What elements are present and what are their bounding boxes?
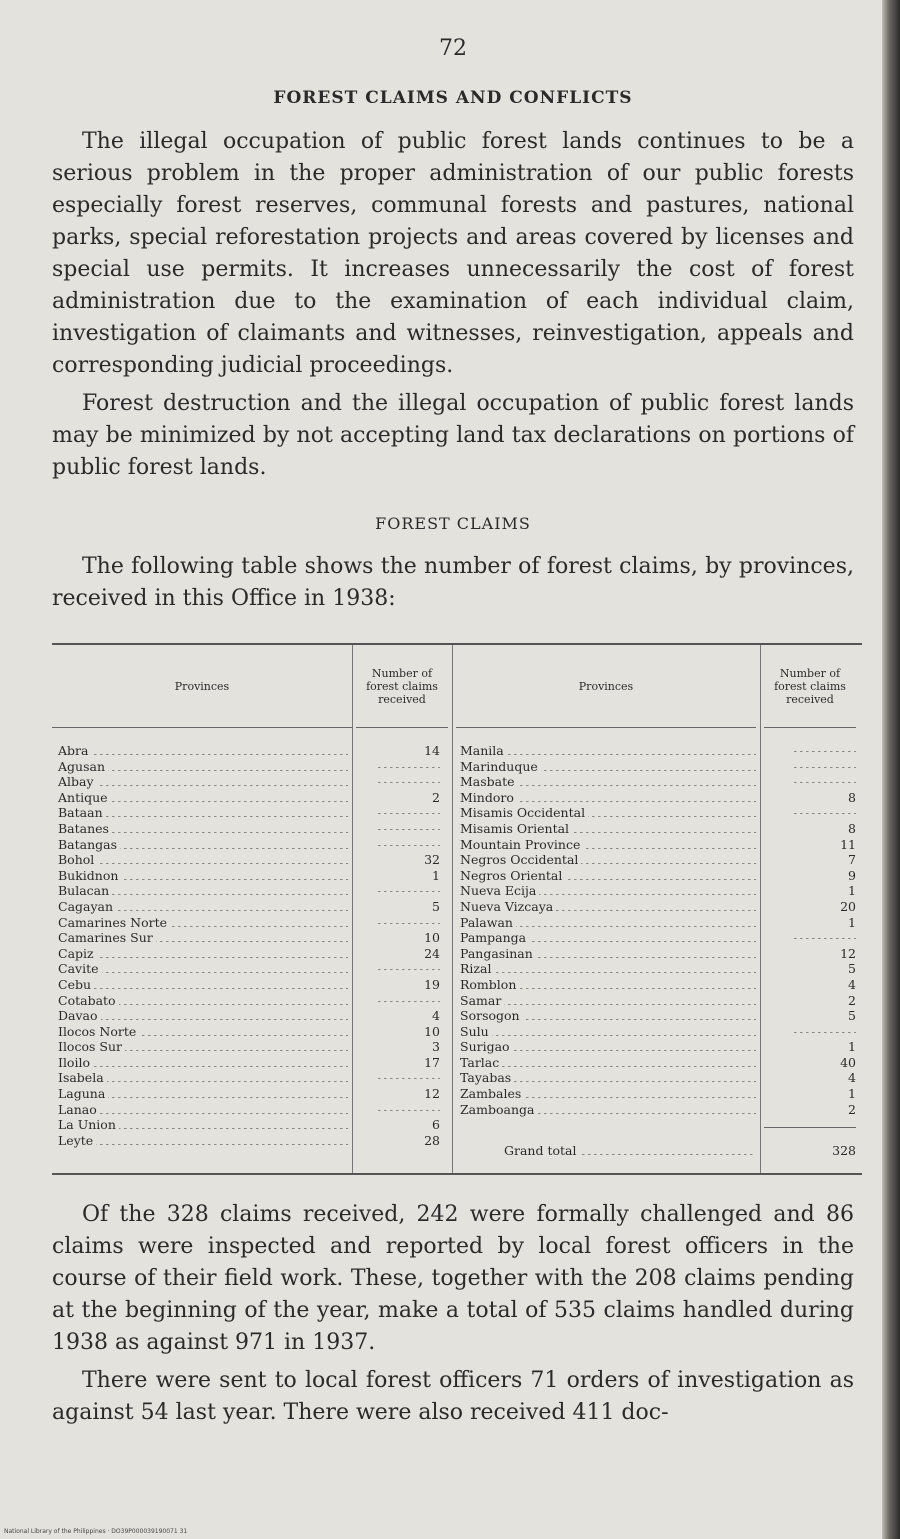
claim-count: 10 xyxy=(424,930,440,946)
province-name: Pangasinan xyxy=(460,946,536,961)
footer-credit: National Library of the Philippines · DO39P000039190071 31 xyxy=(4,1528,188,1535)
province-name: Iloilo xyxy=(58,1055,93,1070)
province-name: Surigao xyxy=(460,1039,513,1054)
claim-count xyxy=(764,1024,856,1040)
province-name: Albay xyxy=(58,774,97,789)
table-row xyxy=(58,946,348,962)
grand-total-value: 328 xyxy=(832,1143,856,1158)
table-row xyxy=(460,883,756,899)
province-name: Ilocos Sur xyxy=(58,1039,125,1054)
table-row xyxy=(58,993,348,1009)
province-name: Rizal xyxy=(460,961,494,976)
province-name: Bataan xyxy=(58,805,106,820)
claim-count: 20 xyxy=(840,898,856,914)
claim-count xyxy=(764,743,856,759)
table-row xyxy=(460,1008,756,1024)
province-name: Tarlac xyxy=(460,1055,502,1070)
province-name: Batanes xyxy=(58,821,112,836)
province-name: Davao xyxy=(58,1008,101,1023)
province-name: Batangas xyxy=(58,837,120,852)
header-number: Number of forest claims received xyxy=(764,645,856,728)
claim-count: 2 xyxy=(432,789,440,805)
province-column-right xyxy=(460,743,756,1117)
claim-count xyxy=(360,961,440,977)
table-row xyxy=(58,1008,348,1024)
table-row xyxy=(58,837,348,853)
claim-count xyxy=(360,883,440,899)
province-name: Misamis Occidental xyxy=(460,805,588,820)
province-name: Zambales xyxy=(460,1086,524,1101)
claim-count: 1 xyxy=(848,883,856,899)
claim-count xyxy=(360,805,440,821)
province-name: Marinduque xyxy=(460,759,541,774)
claim-count: 7 xyxy=(848,852,856,868)
claim-count: 28 xyxy=(424,1132,440,1148)
province-name: Leyte xyxy=(58,1133,96,1148)
claim-count: 1 xyxy=(848,1086,856,1102)
claim-count: 2 xyxy=(848,1101,856,1117)
province-name: Nueva Ecija xyxy=(460,883,539,898)
table-row xyxy=(460,1039,756,1055)
province-name: Bulacan xyxy=(58,883,112,898)
column-divider xyxy=(452,645,453,1173)
table-row xyxy=(58,883,348,899)
claim-count xyxy=(360,915,440,931)
table-row xyxy=(58,1070,348,1086)
claim-count xyxy=(764,759,856,775)
table-row xyxy=(58,821,348,837)
table-title: FOREST CLAIMS xyxy=(375,514,531,533)
claim-count: 8 xyxy=(848,820,856,836)
table-row xyxy=(460,977,756,993)
table-row xyxy=(460,1086,756,1102)
province-name: La Union xyxy=(58,1117,119,1132)
claim-count: 5 xyxy=(848,961,856,977)
province-name: Masbate xyxy=(460,774,518,789)
province-name: Cotabato xyxy=(58,993,119,1008)
claim-count: 10 xyxy=(424,1023,440,1039)
claim-count xyxy=(360,837,440,853)
province-name: Capiz xyxy=(58,946,97,961)
province-column-left xyxy=(58,743,348,1148)
table-row xyxy=(58,774,348,790)
province-name: Pampanga xyxy=(460,930,529,945)
table-row xyxy=(58,1117,348,1133)
claim-count: 8 xyxy=(848,789,856,805)
table-row xyxy=(460,1055,756,1071)
claim-count: 14 xyxy=(424,743,440,758)
claim-count: 4 xyxy=(848,976,856,992)
claim-count: 11 xyxy=(840,836,856,852)
province-name: Samar xyxy=(460,993,504,1008)
table-row xyxy=(58,1024,348,1040)
paragraph: Of the 328 claims received, 242 were formally challenged and 86 claims were inspected and reported by local forest officers in the course of their field work. These, together with the 208 claims pending at the beginning of the year, make a total of 535 claims handled during 1938 as against 971 in 1937. xyxy=(52,1202,854,1355)
paragraph: There were sent to local forest officers 71 orders of investigation as against 54 last year. There were also received 411 doc- xyxy=(52,1368,854,1425)
total-rule xyxy=(764,1127,856,1128)
table-intro: The following table shows the number of forest claims, by provinces, received in this Office in 1938: xyxy=(52,554,854,611)
table-row xyxy=(58,852,348,868)
table-row xyxy=(460,946,756,962)
province-name: Sulu xyxy=(460,1024,492,1039)
table-row xyxy=(58,790,348,806)
province-name: Agusan xyxy=(58,759,108,774)
table-row xyxy=(58,930,348,946)
page-number: 72 xyxy=(439,36,467,61)
table-row xyxy=(58,961,348,977)
column-divider xyxy=(760,645,761,1173)
claim-count: 24 xyxy=(424,945,440,961)
province-name: Bukidnon xyxy=(58,868,121,883)
table-row xyxy=(58,1102,348,1118)
table-row xyxy=(460,993,756,1009)
claim-count xyxy=(360,759,440,775)
province-name: Lanao xyxy=(58,1102,100,1117)
claim-count: 12 xyxy=(840,945,856,961)
table-row xyxy=(460,805,756,821)
table-row xyxy=(460,915,756,931)
province-name: Negros Oriental xyxy=(460,868,565,883)
claim-count xyxy=(360,1070,440,1086)
province-name: Manila xyxy=(460,743,507,758)
table-row xyxy=(460,821,756,837)
province-name: Ilocos Norte xyxy=(58,1024,139,1039)
province-name: Mountain Province xyxy=(460,837,583,852)
province-name: Abra xyxy=(58,743,91,758)
claim-count: 1 xyxy=(432,867,440,883)
claim-count xyxy=(360,821,440,837)
province-name: Misamis Oriental xyxy=(460,821,572,836)
table-row xyxy=(460,837,756,853)
province-name: Palawan xyxy=(460,915,516,930)
table-row xyxy=(58,1133,348,1149)
claim-count xyxy=(360,774,440,790)
province-name: Camarines Sur xyxy=(58,930,156,945)
province-name: Romblon xyxy=(460,977,519,992)
table-row xyxy=(58,759,348,775)
province-name: Antique xyxy=(58,790,111,805)
table-row xyxy=(58,868,348,884)
header-provinces: Provinces xyxy=(456,645,756,728)
header-number: Number of forest claims received xyxy=(356,645,448,728)
claim-count: 5 xyxy=(432,898,440,914)
table-row xyxy=(460,899,756,915)
claim-count xyxy=(764,930,856,946)
paragraph: Forest destruction and the illegal occupation of public forest lands may be minimized by not accepting land tax declarations on portions of public forest lands. xyxy=(52,391,854,480)
claim-count xyxy=(764,805,856,821)
claim-count: 4 xyxy=(848,1070,856,1086)
table-row xyxy=(58,915,348,931)
province-name: Mindoro xyxy=(460,790,517,805)
province-name: Negros Occidental xyxy=(460,852,581,867)
header-provinces: Provinces xyxy=(52,645,352,728)
claim-count: 12 xyxy=(424,1086,440,1102)
count-column-left xyxy=(360,743,440,1148)
table-row xyxy=(460,852,756,868)
claim-count: 9 xyxy=(848,867,856,883)
table-row xyxy=(58,805,348,821)
table-row xyxy=(58,743,348,759)
page-edge xyxy=(882,0,900,1539)
province-name: Cavite xyxy=(58,961,102,976)
table-row xyxy=(460,961,756,977)
claim-count: 1 xyxy=(848,914,856,930)
province-name: Laguna xyxy=(58,1086,108,1101)
table-row xyxy=(460,790,756,806)
table-row xyxy=(58,899,348,915)
table-row xyxy=(58,1055,348,1071)
claim-count: 19 xyxy=(424,976,440,992)
forest-claims-table xyxy=(52,643,862,1175)
province-name: Camarines Norte xyxy=(58,915,170,930)
table-row xyxy=(460,1024,756,1040)
province-name: Cagayan xyxy=(58,899,116,914)
table-row xyxy=(460,1102,756,1118)
claim-count: 32 xyxy=(424,852,440,868)
paragraph: The illegal occupation of public forest lands continues to be a serious problem in the proper administration of our public forests especially forest reserves, communal forests and pastures, national parks, special reforestation projects and areas covered by licenses and special use permits. It increases unnecessarily the cost of forest administration due to the examination of each individual claim, investigation of claimants and witnesses, reinvestigation, appeals and corresponding judicial proceedings. xyxy=(52,129,854,378)
claim-count xyxy=(360,993,440,1009)
claim-count xyxy=(360,1102,440,1118)
table-row xyxy=(460,774,756,790)
claim-count: 3 xyxy=(432,1039,440,1055)
claim-count: 1 xyxy=(848,1039,856,1055)
claim-count: 40 xyxy=(840,1054,856,1070)
province-name: Sorsogon xyxy=(460,1008,523,1023)
count-column-right xyxy=(764,743,856,1117)
grand-total-label: Grand total xyxy=(504,1143,756,1158)
table-row xyxy=(460,868,756,884)
table-row xyxy=(460,930,756,946)
claim-count xyxy=(764,774,856,790)
province-name: Isabela xyxy=(58,1070,107,1085)
province-name: Nueva Vizcaya xyxy=(460,899,556,914)
province-name: Tayabas xyxy=(460,1070,514,1085)
table-row xyxy=(460,1070,756,1086)
table-row xyxy=(58,977,348,993)
province-name: Cebu xyxy=(58,977,94,992)
province-name: Bohol xyxy=(58,852,97,867)
column-divider xyxy=(352,645,353,1173)
claim-count: 5 xyxy=(848,1008,856,1024)
table-row xyxy=(460,759,756,775)
section-title: FOREST CLAIMS AND CONFLICTS xyxy=(273,88,633,108)
table-row xyxy=(58,1086,348,1102)
province-name: Zamboanga xyxy=(460,1102,537,1117)
table-row xyxy=(58,1039,348,1055)
claim-count: 4 xyxy=(432,1008,440,1024)
table-row xyxy=(460,743,756,759)
claim-count: 2 xyxy=(848,992,856,1008)
claim-count: 6 xyxy=(432,1117,440,1133)
claim-count: 17 xyxy=(424,1054,440,1070)
